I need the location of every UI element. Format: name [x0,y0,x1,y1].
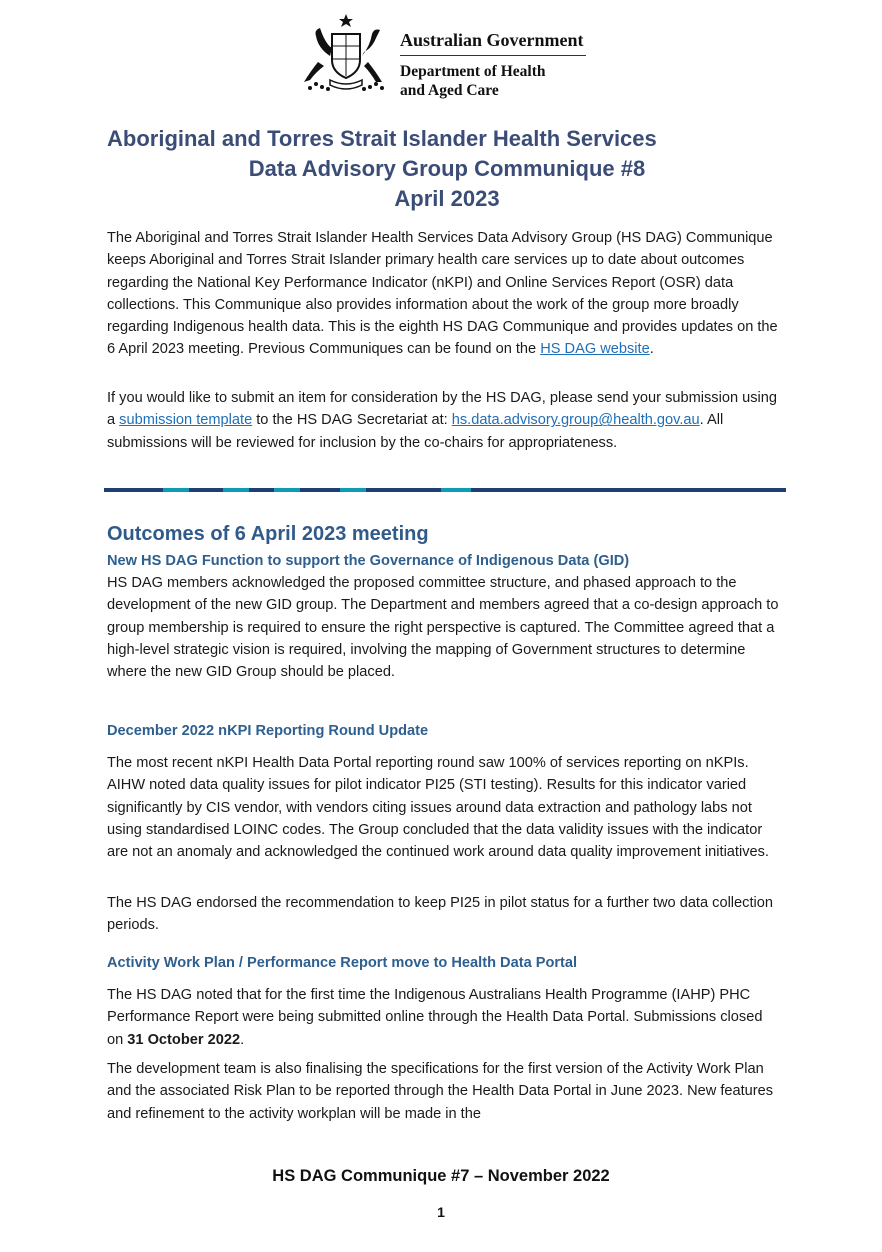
nkpi-paragraph-1 [107,752,779,863]
org-name: Australian Government [400,30,584,50]
secretariat-email-link[interactable]: hs.data.advisory.group@health.gov.au [451,412,700,429]
title-line-2: Data Advisory Group Communique #8 [248,156,646,181]
gid-paragraph [107,572,779,683]
divider-segment [223,488,249,492]
hs-dag-website-link[interactable]: HS DAG website [540,341,650,358]
awp-text-1a: The HS DAG noted that for the first time the Indigenous Australians Health Programme (IAHP) PHC Performance Report were being submitted online through the Health Data Portal. Submissions closed on [107,987,763,1048]
page-number: 1 [437,1204,445,1220]
divider-segment [471,488,497,492]
awp-date: 31 October 2022 [127,1031,241,1048]
awp-paragraph-1 [107,984,779,1051]
nkpi-text-1: The most recent nKPI Health Data Portal reporting round saw 100% of services reporting on nKPIs. AIHW noted data quality issues for pilot indicator PI25 (STI testing). Results for this indicator varied significantly by CIS vendor, with vendors citing issues around data extraction and pathology labs not using standardised LOINC codes. The Group concluded that the data validity issues with the indicator are not an anomaly and acknowledged the continued work around data quality improvement initiatives. [107,755,769,861]
divider-segment [300,488,340,492]
divider-segment [163,488,189,492]
department-name [400,62,546,100]
intro-text: The Aboriginal and Torres Strait Islander Health Services Data Advisory Group (HS DAG) Communique keeps Aboriginal and Torres Strait Islander primary health care services up to date about outcomes regarding the National Key Performance Indicator (nKPI) and Online Services Report (OSR) data collections. This Communique also provides information about the work of the group more broadly regarding Indigenous health data. This is the eighth HS DAG Communique and provides updates on the 6 April 2023 meeting. Previous Communiques can be found on the [107,230,778,358]
submission-text-3: . All submissions will be reviewed for inclusion by the co-chairs for appropriateness. [107,412,724,451]
submission-template-link[interactable]: submission template [119,412,253,429]
divider-segment [189,488,223,492]
awp-paragraph-2 [107,1058,779,1125]
divider-segment [530,488,786,492]
title-line-1: Aboriginal and Torres Strait Islander Health Services [107,126,657,151]
nkpi-text-2: The HS DAG endorsed the recommendation to keep PI25 in pilot status for a further two data collection periods. [107,895,773,934]
section-divider [104,488,786,492]
awp-text-1c: . [240,1031,245,1048]
divider-segment [497,488,531,492]
footer-title: HS DAG Communique #7 – November 2022 [272,1167,610,1185]
gid-text: HS DAG members acknowledged the proposed committee structure, and phased approach to the development of the new GID group. The Department and members agreed that a co-design approach to group membership is required to ensure the right perspective is captured. The Committee agreed that a high-level strategic vision is required, involving the mapping of Government structures to determine where the new GID Group should be placed. [107,575,779,681]
submission-text-2: to the HS DAG Secretariat at: [252,412,452,429]
divider-segment [415,488,441,492]
logo-divider [400,55,586,56]
government-logo [296,12,596,100]
awp-heading: Activity Work Plan / Performance Report move to Health Data Portal [107,955,578,971]
outcomes-heading: Outcomes of 6 April 2023 meeting [107,523,429,545]
intro-paragraph-1 [107,227,779,361]
intro-end: . [649,341,654,358]
divider-segment [441,488,471,492]
nkpi-heading: December 2022 nKPI Reporting Round Update [107,723,429,739]
divider-segment [104,488,163,492]
divider-segment [274,488,300,492]
department-line-1: Department of Health [400,63,546,80]
divider-segment [249,488,275,492]
title-line-3: April 2023 [394,186,500,211]
submission-text: If you would like to submit an item for consideration by the HS DAG, please send your submission using a [107,390,778,429]
document-title [107,124,787,214]
gid-heading: New HS DAG Function to support the Governance of Indigenous Data (GID) [107,553,630,569]
nkpi-paragraph-2 [107,892,779,937]
awp-text-2: The development team is also finalising the specifications for the first version of the Activity Work Plan and the associated Risk Plan to be reported through the Health Data Portal in June 2023. New features and refinement to the activity workplan will be made in the [107,1061,774,1122]
coat-of-arms-icon [296,12,396,100]
department-line-2: and Aged Care [400,82,499,99]
intro-paragraph-2 [107,387,779,454]
divider-segment [340,488,366,492]
divider-segment [366,488,416,492]
